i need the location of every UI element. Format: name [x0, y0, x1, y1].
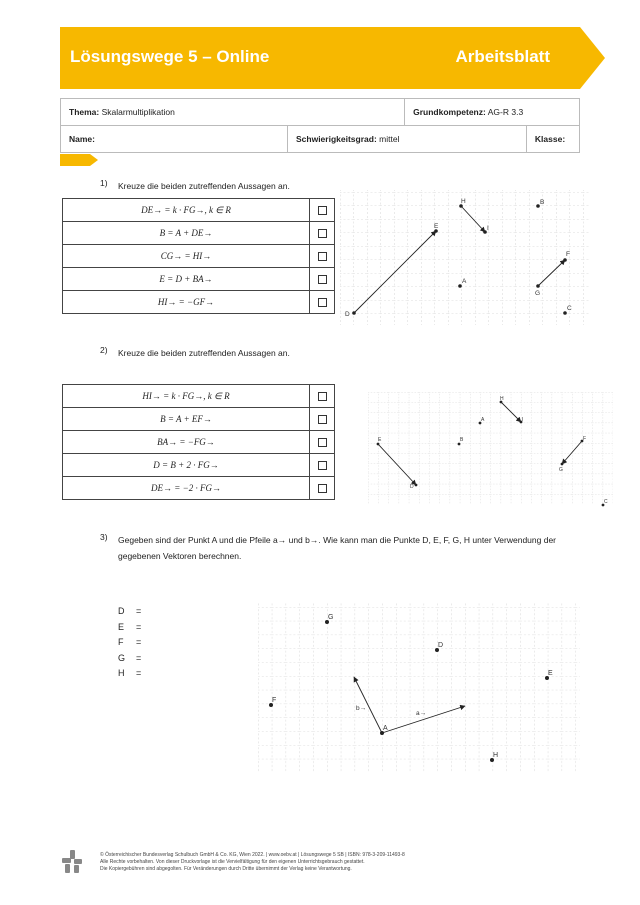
statement-row [63, 408, 335, 431]
question-2-number: 2) [100, 345, 108, 355]
question-2-statements [62, 384, 335, 500]
svg-text:C: C [604, 499, 608, 505]
statement-text: BA→ = −FG→ [63, 431, 310, 454]
svg-text:E: E [548, 670, 553, 677]
schwierigkeit-value: mittel [379, 134, 400, 144]
header-banner [60, 27, 605, 89]
svg-text:H: H [500, 396, 504, 402]
svg-text:D: D [438, 642, 444, 649]
svg-text:E: E [434, 223, 439, 230]
answer-checkbox[interactable] [318, 438, 327, 447]
footer-copyright: © Österreichischer Bundesverlag Schulbuch GmbH & Co. KG, Wien 2022. | www.oebv.at | Lösungswege 5 SB | ISBN: 978-3-209-11493-8 Alle Rechte vorbehalten. Von dieser Druckvorlage ist die Vervielfältigung für den eigenen Unterrichtsgebrauch gestattet. Die Kopiergebühren sind abgegolten. Für Veränderungen durch Dritte übernimmt der Verlag keine Verantwortung. [100, 852, 405, 872]
statement-row [63, 291, 335, 314]
question-3-number: 3) [100, 532, 108, 542]
statement-row [63, 268, 335, 291]
question-1-text: Kreuze die beiden zutreffenden Aussagen an. [118, 181, 290, 191]
worksheet-type: Arbeitsblatt [455, 47, 550, 66]
svg-text:H: H [461, 198, 466, 205]
section-tab-marker [60, 154, 98, 166]
svg-text:D: D [410, 484, 414, 490]
statement-row [63, 245, 335, 268]
svg-text:H: H [493, 752, 499, 759]
svg-text:A: A [383, 725, 388, 732]
answer-line[interactable]: D = [118, 606, 142, 616]
svg-text:B: B [540, 199, 545, 206]
statement-text: DE→ = −2 · FG→ [63, 477, 310, 500]
answer-checkbox[interactable] [318, 298, 327, 307]
statement-text: E = D + BA→ [63, 268, 310, 291]
question-3-answers [118, 604, 141, 682]
name-cell: Name: [61, 126, 288, 153]
statement-text: B = A + DE→ [63, 222, 310, 245]
thema-value: Skalarmultiplikation [101, 107, 175, 117]
statement-row [63, 431, 335, 454]
statement-row [63, 385, 335, 408]
answer-checkbox[interactable] [318, 206, 327, 215]
answer-checkbox[interactable] [318, 484, 327, 493]
klasse-cell: Klasse: [526, 126, 579, 153]
point-d [415, 484, 418, 487]
svg-text:A: A [462, 278, 467, 285]
statement-text: HI→ = −GF→ [63, 291, 310, 314]
statement-text: CG→ = HI→ [63, 245, 310, 268]
point-g [536, 284, 540, 288]
svg-text:G: G [535, 290, 541, 297]
svg-text:G: G [559, 467, 563, 473]
svg-text:A: A [481, 417, 485, 423]
label-b: b→ [356, 705, 367, 712]
answer-line[interactable]: H = [118, 668, 142, 678]
statement-text: B = A + EF→ [63, 408, 310, 431]
svg-text:F: F [272, 697, 277, 704]
svg-text:C: C [567, 305, 572, 312]
grundkompetenz-value: AG-R 3.3 [487, 107, 524, 117]
statement-text: D = B + 2 · FG→ [63, 454, 310, 477]
thema-cell: Thema: Skalarmultiplikation [61, 99, 405, 126]
question-1-number: 1) [100, 178, 108, 188]
statement-row [63, 477, 335, 500]
schwierigkeit-cell: Schwierigkeitsgrad: mittel [288, 126, 527, 153]
svg-text:F: F [566, 251, 570, 258]
svg-text:I: I [522, 417, 524, 423]
question-3-grid [258, 602, 580, 772]
statement-row [63, 222, 335, 245]
point-d [352, 311, 356, 315]
statement-row [63, 199, 335, 222]
answer-line[interactable]: G = [118, 652, 142, 663]
svg-text:B: B [460, 437, 464, 443]
question-2-text: Kreuze die beiden zutreffenden Aussagen an. [118, 348, 290, 358]
answer-checkbox[interactable] [318, 275, 327, 284]
question-3-text: Gegeben sind der Punkt A und die Pfeile a→ und b→. Wie kann man die Punkte D, E, F, G, H unter Verwendung der gegebenen Vektoren berechnen. [118, 535, 557, 561]
label-a: a→ [416, 710, 427, 717]
question-2-grid [368, 392, 613, 512]
svg-text:I: I [487, 225, 489, 232]
answer-checkbox[interactable] [318, 415, 327, 424]
answer-line[interactable]: F = [118, 637, 142, 647]
answer-checkbox[interactable] [318, 229, 327, 238]
worksheet-series-title: Lösungswege 5 – Online [70, 47, 270, 66]
info-table [60, 98, 580, 153]
point-b [458, 443, 461, 446]
svg-text:G: G [328, 614, 334, 621]
svg-text:D: D [345, 311, 350, 318]
statement-text: HI→ = k · FG→, k ∈ R [63, 385, 310, 408]
grundkompetenz-cell: Grundkompetenz: AG-R 3.3 [405, 99, 580, 126]
statement-text: DE→ = k · FG→, k ∈ R [63, 199, 310, 222]
point-f [563, 258, 567, 262]
publisher-logo-icon [62, 850, 82, 874]
question-1-statements [62, 198, 335, 314]
point-g [561, 463, 564, 466]
answer-checkbox[interactable] [318, 461, 327, 470]
statement-row [63, 454, 335, 477]
svg-text:F: F [583, 436, 587, 442]
answer-line[interactable]: E = [118, 621, 142, 632]
answer-checkbox[interactable] [318, 252, 327, 261]
answer-checkbox[interactable] [318, 392, 327, 401]
svg-text:E: E [378, 437, 382, 443]
question-1-grid [340, 190, 590, 325]
point-e [377, 443, 380, 446]
